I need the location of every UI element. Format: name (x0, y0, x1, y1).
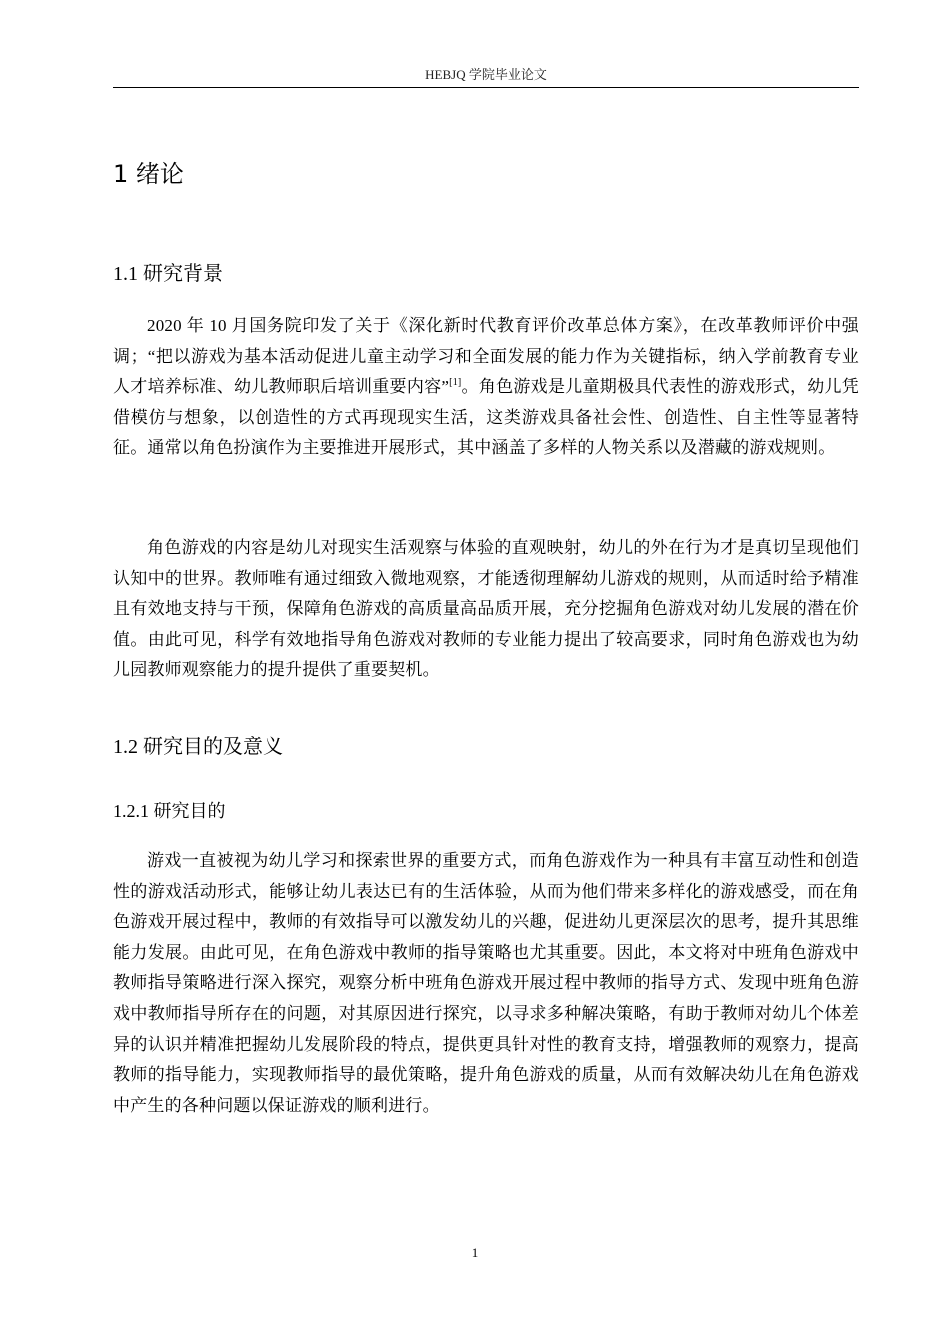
page-number: 1 (471, 1245, 479, 1260)
paragraph-background-2: 角色游戏的内容是幼儿对现实生活观察与体验的直观映射，幼儿的外在行为才是真切呈现他们认知中的世界。教师唯有通过细致入微地观察，才能透彻理解幼儿游戏的规则，从而适时给予精准且有效地支持与干预，保障角色游戏的高质量高品质开展，充分挖掘角色游戏对幼儿发展的潜在价值。由此可见，科学有效地指导角色游戏对教师的专业能力提出了较高要求，同时角色游戏也为幼儿园教师观察能力的提升提供了重要契机。 (113, 538, 859, 680)
paragraph-background-1 (113, 311, 859, 464)
header-divider (113, 87, 859, 88)
subsection-heading-1-2-1: 1.2.1 研究目的 (113, 801, 226, 821)
paragraph-text: 。角色游戏是儿童期极具代表性的游戏形式，幼儿凭借模仿与想象，以创造性的方式再现现实生活，这类游戏具备社会性、创造性、自主性等显著特征。通常以角色扮演作为主要推进开展形式，其中涵盖了多样的人物关系以及潜藏的游戏规则。 (113, 377, 859, 458)
page-header: HEBJQ 学院毕业论文 (425, 67, 547, 82)
chapter-title: 1 绪论 (113, 160, 184, 188)
section-heading-1-1: 1.1 研究背景 (113, 263, 223, 285)
citation-ref: [1] (449, 377, 462, 389)
paragraph-text: 2020 年 10 月国务院印发了关于《深化新时代教育评价改革总体方案》，在改革教师评价中强调；“把以游戏为基本活动促进儿童主动学习和全面发展的能力作为关键指标，纳入学前教育专业人才培养标准、幼儿教师职后培训重要内容” (113, 316, 859, 397)
section-heading-1-2: 1.2 研究目的及意义 (113, 736, 283, 758)
paragraph-purpose: 游戏一直被视为幼儿学习和探索世界的重要方式，而角色游戏作为一种具有丰富互动性和创造性的游戏活动形式，能够让幼儿表达已有的生活体验，从而为他们带来多样化的游戏感受，而在角色游戏开展过程中，教师的有效指导可以激发幼儿的兴趣，促进幼儿更深层次的思考，提升其思维能力发展。由此可见，在角色游戏中教师的指导策略也尤其重要。因此，本文将对中班角色游戏中教师指导策略进行深入探究，观察分析中班角色游戏开展过程中教师的指导方式、发现中班角色游戏中教师指导所存在的问题，对其原因进行探究，以寻求多种解决策略，有助于教师对幼儿个体差异的认识并精准把握幼儿发展阶段的特点，提供更具针对性的教育支持，增强教师的观察力，提高教师的指导能力，实现教师指导的最优策略，提升角色游戏的质量，从而有效解决幼儿在角色游戏中产生的各种问题以保证游戏的顺利进行。 (113, 851, 859, 1115)
